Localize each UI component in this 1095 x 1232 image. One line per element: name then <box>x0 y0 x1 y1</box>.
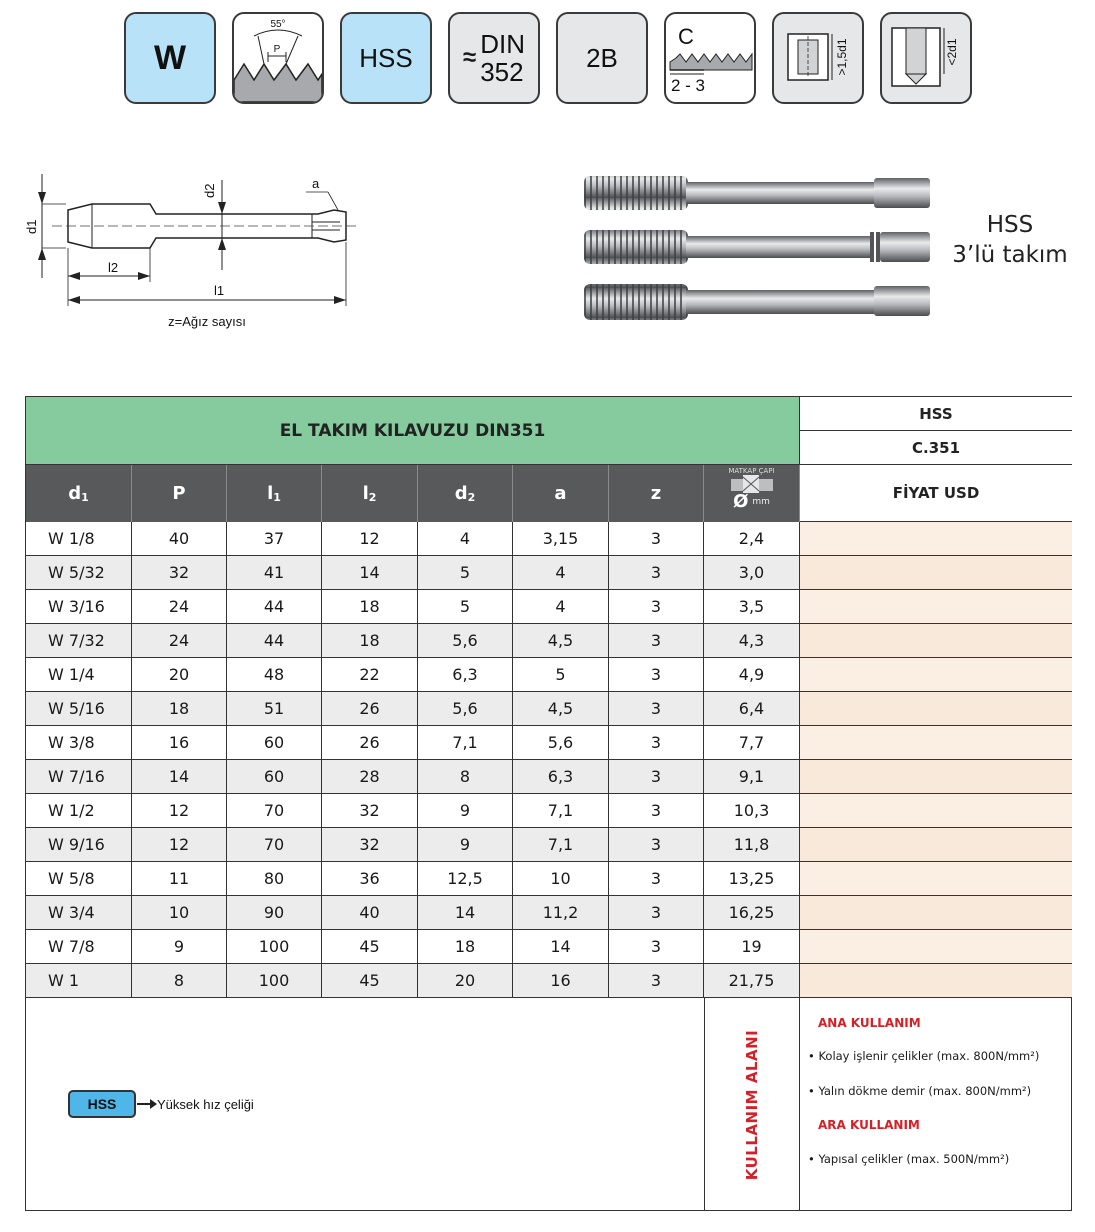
material-column-header: HSS <box>800 397 1072 431</box>
a-label: a <box>312 176 320 191</box>
cell-z: 3 <box>609 794 704 827</box>
cell-z: 3 <box>609 930 704 963</box>
cell-d2: 8 <box>418 760 513 793</box>
cell-d2: 18 <box>418 930 513 963</box>
cell-price <box>800 590 1072 623</box>
l1-label: l1 <box>214 283 225 298</box>
cell-z: 3 <box>609 828 704 861</box>
through-hole-icon <box>772 12 864 104</box>
secondary-usage-item: • Yapısal çelikler (max. 500N/mm²) <box>808 1152 1010 1166</box>
cell-l2: 12 <box>322 522 418 555</box>
cell-d2: 9 <box>418 828 513 861</box>
cell-P: 18 <box>132 692 227 725</box>
table-row <box>26 794 1072 828</box>
cell-d1: W 7/16 <box>26 760 132 793</box>
cell-l1: 100 <box>227 930 322 963</box>
cell-z: 3 <box>609 726 704 759</box>
cell-z: 3 <box>609 624 704 657</box>
code-column-header: C.351 <box>800 431 1072 465</box>
header-d2: d $_2$ <box>418 465 513 522</box>
cell-price <box>800 726 1072 759</box>
through-hole-label: >1,5d1 <box>835 38 849 76</box>
cell-P: 24 <box>132 590 227 623</box>
din-number: 352 <box>480 57 524 87</box>
cell-P: 14 <box>132 760 227 793</box>
cell-l1: 70 <box>227 794 322 827</box>
table-footer <box>26 998 1072 1211</box>
cell-z: 3 <box>609 862 704 895</box>
thread-type-badge <box>124 12 216 104</box>
cell-l2: 28 <box>322 760 418 793</box>
table-row <box>26 692 1072 726</box>
din-label: DIN <box>480 29 525 59</box>
table-row <box>26 624 1072 658</box>
cell-l2: 18 <box>322 590 418 623</box>
thread-type-label: W <box>153 38 187 77</box>
arrow-right-icon <box>137 1103 155 1105</box>
cell-P: 12 <box>132 828 227 861</box>
cell-l1: 60 <box>227 760 322 793</box>
cell-l2: 40 <box>322 896 418 929</box>
cell-price <box>800 794 1072 827</box>
table-body <box>26 522 1072 998</box>
table-row <box>26 760 1072 794</box>
cell-d2: 9 <box>418 794 513 827</box>
cell-a: 4 <box>513 590 609 623</box>
cell-a: 16 <box>513 964 609 997</box>
cell-drill: 11,8 <box>704 828 800 861</box>
cell-P: 10 <box>132 896 227 929</box>
table-row <box>26 964 1072 998</box>
cell-a: 4,5 <box>513 624 609 657</box>
cell-drill: 3,5 <box>704 590 800 623</box>
cell-price <box>800 862 1072 895</box>
material-badge <box>340 12 432 104</box>
table-row <box>26 726 1072 760</box>
cell-d2: 6,3 <box>418 658 513 691</box>
material-label: HSS <box>359 42 413 73</box>
cell-d1: W 1 <box>26 964 132 997</box>
cell-l1: 90 <box>227 896 322 929</box>
cell-d1: W 3/8 <box>26 726 132 759</box>
tap-1 <box>584 176 930 210</box>
cell-d2: 5 <box>418 590 513 623</box>
cell-price <box>800 692 1072 725</box>
cell-l1: 51 <box>227 692 322 725</box>
cell-a: 5,6 <box>513 726 609 759</box>
cell-l1: 70 <box>227 828 322 861</box>
din-standard-badge <box>448 12 540 104</box>
blind-hole-icon <box>880 12 972 104</box>
table-row <box>26 658 1072 692</box>
table-row <box>26 590 1072 624</box>
tolerance-badge <box>556 12 648 104</box>
cell-d1: W 7/8 <box>26 930 132 963</box>
drill-caption-top: MATKAP ÇAPI <box>728 467 775 475</box>
header-p: P <box>132 465 227 522</box>
tap-set-image <box>578 168 940 334</box>
cell-z: 3 <box>609 522 704 555</box>
cell-price <box>800 930 1072 963</box>
cell-l1: 44 <box>227 590 322 623</box>
cell-a: 4 <box>513 556 609 589</box>
cell-l1: 60 <box>227 726 322 759</box>
cell-a: 4,5 <box>513 692 609 725</box>
cell-d2: 5,6 <box>418 624 513 657</box>
cell-P: 20 <box>132 658 227 691</box>
tap-technical-drawing <box>22 166 362 341</box>
cell-P: 8 <box>132 964 227 997</box>
tap-3 <box>584 284 930 320</box>
diameter-icon: Ø <box>733 491 749 512</box>
header-drill-diameter <box>704 465 800 522</box>
cell-l2: 26 <box>322 692 418 725</box>
cell-P: 24 <box>132 624 227 657</box>
blind-hole-label: <2d1 <box>945 38 959 66</box>
cell-a: 6,3 <box>513 760 609 793</box>
product-table <box>25 396 1072 1211</box>
table-row <box>26 896 1072 930</box>
cell-l2: 14 <box>322 556 418 589</box>
cell-price <box>800 964 1072 997</box>
cell-drill: 4,9 <box>704 658 800 691</box>
cell-price <box>800 522 1072 555</box>
cell-drill: 13,25 <box>704 862 800 895</box>
usage-area-title: KULLANIM ALANI <box>743 1029 761 1180</box>
main-usage-title: ANA KULLANIM <box>818 1016 921 1030</box>
cell-price <box>800 896 1072 929</box>
cell-z: 3 <box>609 556 704 589</box>
cell-l2: 32 <box>322 828 418 861</box>
cell-a: 7,1 <box>513 828 609 861</box>
cell-drill: 19 <box>704 930 800 963</box>
cell-z: 3 <box>609 658 704 691</box>
cell-P: 16 <box>132 726 227 759</box>
cell-l1: 80 <box>227 862 322 895</box>
cell-P: 32 <box>132 556 227 589</box>
cell-d2: 14 <box>418 896 513 929</box>
cell-d2: 5 <box>418 556 513 589</box>
cell-d1: W 9/16 <box>26 828 132 861</box>
set-description: 3’lü takım <box>952 242 1068 268</box>
cell-d1: W 3/16 <box>26 590 132 623</box>
approx-sign: ≈ <box>463 44 477 71</box>
cell-z: 3 <box>609 896 704 929</box>
cell-d1: W 5/32 <box>26 556 132 589</box>
header-a: a <box>513 465 609 522</box>
cell-d2: 7,1 <box>418 726 513 759</box>
cell-price <box>800 828 1072 861</box>
cell-l2: 22 <box>322 658 418 691</box>
tap-2 <box>584 230 930 264</box>
cell-P: 11 <box>132 862 227 895</box>
cell-z: 3 <box>609 964 704 997</box>
cell-a: 11,2 <box>513 896 609 929</box>
cell-l2: 36 <box>322 862 418 895</box>
cell-price <box>800 760 1072 793</box>
header-d1: d $_1$ <box>26 465 132 522</box>
cell-d1: W 1/4 <box>26 658 132 691</box>
cell-drill: 2,4 <box>704 522 800 555</box>
cell-a: 7,1 <box>513 794 609 827</box>
table-row <box>26 522 1072 556</box>
cell-P: 12 <box>132 794 227 827</box>
cell-a: 14 <box>513 930 609 963</box>
cell-l1: 100 <box>227 964 322 997</box>
cell-drill: 4,3 <box>704 624 800 657</box>
cell-price <box>800 658 1072 691</box>
cell-l1: 48 <box>227 658 322 691</box>
cell-price <box>800 556 1072 589</box>
cell-P: 9 <box>132 930 227 963</box>
cell-P: 40 <box>132 522 227 555</box>
cell-d2: 20 <box>418 964 513 997</box>
feature-icon-row <box>124 12 974 104</box>
header-l1: l $_1$ <box>227 465 322 522</box>
usage-area-label-cell <box>704 998 800 1211</box>
cell-l2: 18 <box>322 624 418 657</box>
cell-drill: 10,3 <box>704 794 800 827</box>
drawing-caption: z=Ağız sayısı <box>168 314 246 329</box>
table-row <box>26 862 1072 896</box>
cell-z: 3 <box>609 590 704 623</box>
cell-a: 10 <box>513 862 609 895</box>
cell-d2: 5,6 <box>418 692 513 725</box>
cell-l2: 45 <box>322 930 418 963</box>
table-row <box>26 828 1072 862</box>
chamfer-label: C <box>678 24 694 49</box>
thread-angle-label: 55° <box>270 19 286 30</box>
cell-a: 3,15 <box>513 522 609 555</box>
table-title: EL TAKIM KILAVUZU DIN351 <box>26 397 800 465</box>
cell-l2: 32 <box>322 794 418 827</box>
cell-z: 3 <box>609 760 704 793</box>
secondary-usage-title: ARA KULLANIM <box>818 1118 920 1132</box>
l2-label: l2 <box>108 260 119 275</box>
header-l2: l $_2$ <box>322 465 418 522</box>
legend-text: Yüksek hız çeliği <box>157 1096 254 1112</box>
cell-d1: W 5/16 <box>26 692 132 725</box>
cell-l2: 26 <box>322 726 418 759</box>
cell-a: 5 <box>513 658 609 691</box>
cell-drill: 3,0 <box>704 556 800 589</box>
cell-l1: 41 <box>227 556 322 589</box>
cell-l2: 45 <box>322 964 418 997</box>
tolerance-label: 2B <box>586 42 618 73</box>
pitch-label: P <box>273 44 281 55</box>
cell-drill: 6,4 <box>704 692 800 725</box>
table-row <box>26 930 1072 964</box>
cell-drill: 9,1 <box>704 760 800 793</box>
cell-d1: W 3/4 <box>26 896 132 929</box>
cell-drill: 16,25 <box>704 896 800 929</box>
cell-d1: W 1/8 <box>26 522 132 555</box>
cell-d2: 12,5 <box>418 862 513 895</box>
cell-d2: 4 <box>418 522 513 555</box>
chamfer-icon <box>664 12 756 104</box>
price-column-header: FİYAT USD <box>800 465 1072 522</box>
header-z: z <box>609 465 704 522</box>
cell-z: 3 <box>609 692 704 725</box>
chamfer-threads-label: 2 - 3 <box>670 76 706 95</box>
set-material: HSS <box>986 212 1034 238</box>
drill-unit: mm <box>752 496 770 507</box>
main-usage-item: • Kolay işlenir çelikler (max. 800N/mm²) <box>808 1049 1040 1063</box>
cell-drill: 21,75 <box>704 964 800 997</box>
cell-drill: 7,7 <box>704 726 800 759</box>
cell-d1: W 7/32 <box>26 624 132 657</box>
legend-hss-badge: HSS <box>68 1090 136 1118</box>
cell-d1: W 1/2 <box>26 794 132 827</box>
main-usage-item: • Yalın dökme demir (max. 800N/mm²) <box>808 1084 1032 1098</box>
cell-l1: 44 <box>227 624 322 657</box>
d1-label: d1 <box>24 219 39 234</box>
table-row <box>26 556 1072 590</box>
cell-d1: W 5/8 <box>26 862 132 895</box>
cell-price <box>800 624 1072 657</box>
d2-label: d2 <box>202 183 217 198</box>
legend <box>68 1090 254 1118</box>
product-set-label <box>948 210 1072 270</box>
cell-l1: 37 <box>227 522 322 555</box>
thread-profile-icon <box>232 12 324 104</box>
